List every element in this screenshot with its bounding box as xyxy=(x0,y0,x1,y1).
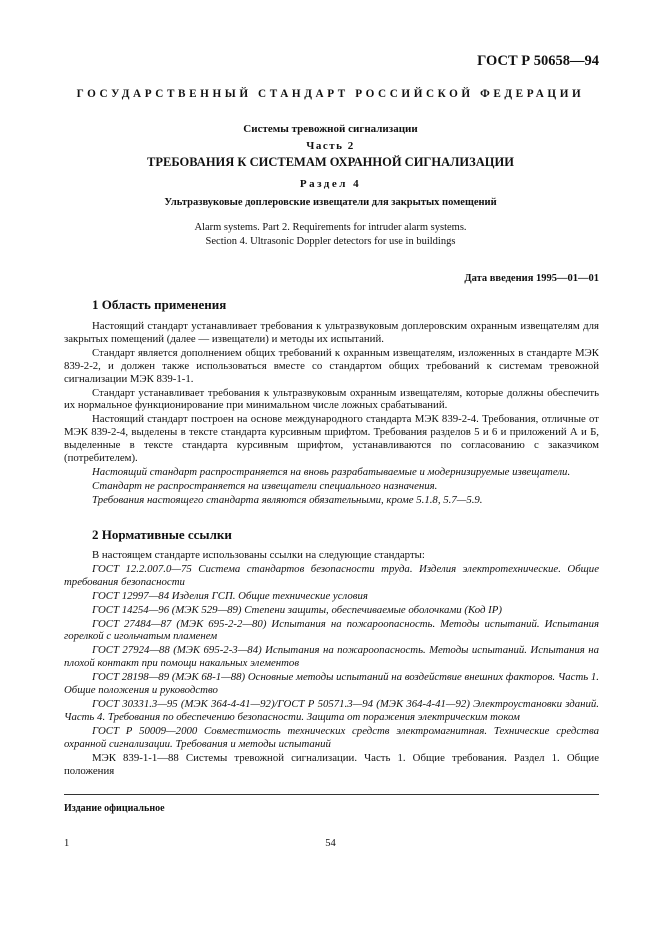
paragraph: Стандарт устанавливает требования к ультразвуковым охранным извещателям, которые должны обеспечить их нормальное функционирование при минимальном числе ложных срабатываний. xyxy=(64,386,599,412)
title-english-1: Alarm systems. Part 2. Requirements for intruder alarm systems. xyxy=(194,222,467,233)
reference-item: ГОСТ 27924—88 (МЭК 695-2-3—84) Испытания на пожароопасность. Методы испытаний. Испытания на плохой контакт при помощи накальных элементов xyxy=(64,644,599,670)
reference-item: ГОСТ 14254—96 (МЭК 529—89) Степени защиты, обеспечиваемые оболочками (Код IP) xyxy=(92,603,502,616)
reference-item: ГОСТ 12997—84 Изделия ГСП. Общие технические условия xyxy=(92,589,368,602)
title-main: ТРЕБОВАНИЯ К СИСТЕМАМ ОХРАННОЙ СИГНАЛИЗАЦИИ xyxy=(147,155,514,169)
section-1-heading: 1 Область применения xyxy=(92,297,227,312)
reference-item: ГОСТ 30331.3—95 (МЭК 364-4-41—92)/ГОСТ Р 50571.3—94 (МЭК 364-4-41—92) Электроустановки зданий. Часть 4. Требования по обеспечению безопасности. Защита от поражения электрическим током xyxy=(64,697,599,723)
reference-item: ГОСТ 27484—87 (МЭК 695-2-2—80) Испытания на пожароопасность. Методы испытаний. Испытания горелкой с игольчатым пламенем xyxy=(64,617,599,643)
standard-code: ГОСТ Р 50658—94 xyxy=(477,53,599,69)
paragraph: Стандарт не распространяется на извещатели специального назначения. xyxy=(92,479,438,492)
title-part: Часть 2 xyxy=(306,140,355,152)
sheet-number: 1 xyxy=(64,838,70,849)
reference-item: ГОСТ 28198—89 (МЭК 68-1—88) Основные методы испытаний на воздействие внешних факторов. Часть 1. Общие положения и руководство xyxy=(64,671,599,697)
paragraph: В настоящем стандарте использованы ссылки на следующие стандарты: xyxy=(92,549,425,561)
title-line-1: Системы тревожной сигнализации xyxy=(243,123,418,135)
paragraph: Настоящий стандарт распространяется на вновь разрабатываемые и модернизируемые извещатели. xyxy=(92,465,571,478)
paragraph: Стандарт является дополнением общих требований к охранным извещателям, изложенных в стандарте МЭК 839-2-2, и должен также использоваться вместе со стандартом общих требований к системам тревожной сигнализации МЭК 839-1-1. xyxy=(64,346,599,385)
reference-item: МЭК 839-1-1—88 Системы тревожной сигнализации. Часть 1. Общие требования. Раздел 1. Общие положения xyxy=(64,751,599,777)
introduction-date: Дата введения 1995—01—01 xyxy=(464,273,599,284)
footer-divider xyxy=(64,794,599,795)
paragraph: Настоящий стандарт построен на основе международного стандарта МЭК 839-2-4. Требования, отличные от МЭК 839-2-4, выделены в тексте стандарта курсивным шрифтом. Требования разделов 5 и 6 и приложений А и Б, выделенные в тексте стандарта курсивным шрифтом, устанавливаются по согласованию с заказчиком (потребителем). xyxy=(64,413,599,465)
section-2-heading: 2 Нормативные ссылки xyxy=(92,527,232,542)
page-number: 54 xyxy=(325,838,336,849)
paragraph: Настоящий стандарт устанавливает требования к ультразвуковым доплеровским охранным извещателям для закрытых помещений (далее — извещатели) и методы их испытаний. xyxy=(64,320,599,345)
state-standard-banner: ГОСУДАРСТВЕННЫЙ СТАНДАРТ РОССИЙСКОЙ ФЕДЕРАЦИИ xyxy=(76,88,585,100)
title-section: Раздел 4 xyxy=(299,178,362,190)
title-subtitle: Ультразвуковые доплеровские извещатели для закрытых помещений xyxy=(164,197,497,208)
paragraph: Требования настоящего стандарта являются обязательными, кроме 5.1.8, 5.7—5.9. xyxy=(92,493,483,506)
official-edition-note: Издание официальное xyxy=(64,803,165,814)
section-2-body xyxy=(64,549,599,777)
section-1-body xyxy=(64,320,599,507)
title-english-2: Section 4. Ultrasonic Doppler detectors for use in buildings xyxy=(205,236,456,247)
reference-item: ГОСТ Р 50009—2000 Совместимость технических средств электромагнитная. Технические средства охранной сигнализации. Требования и методы испытаний xyxy=(64,724,599,750)
reference-item: ГОСТ 12.2.007.0—75 Система стандартов безопасности труда. Изделия электротехнические. Общие требования безопасности xyxy=(64,562,599,588)
